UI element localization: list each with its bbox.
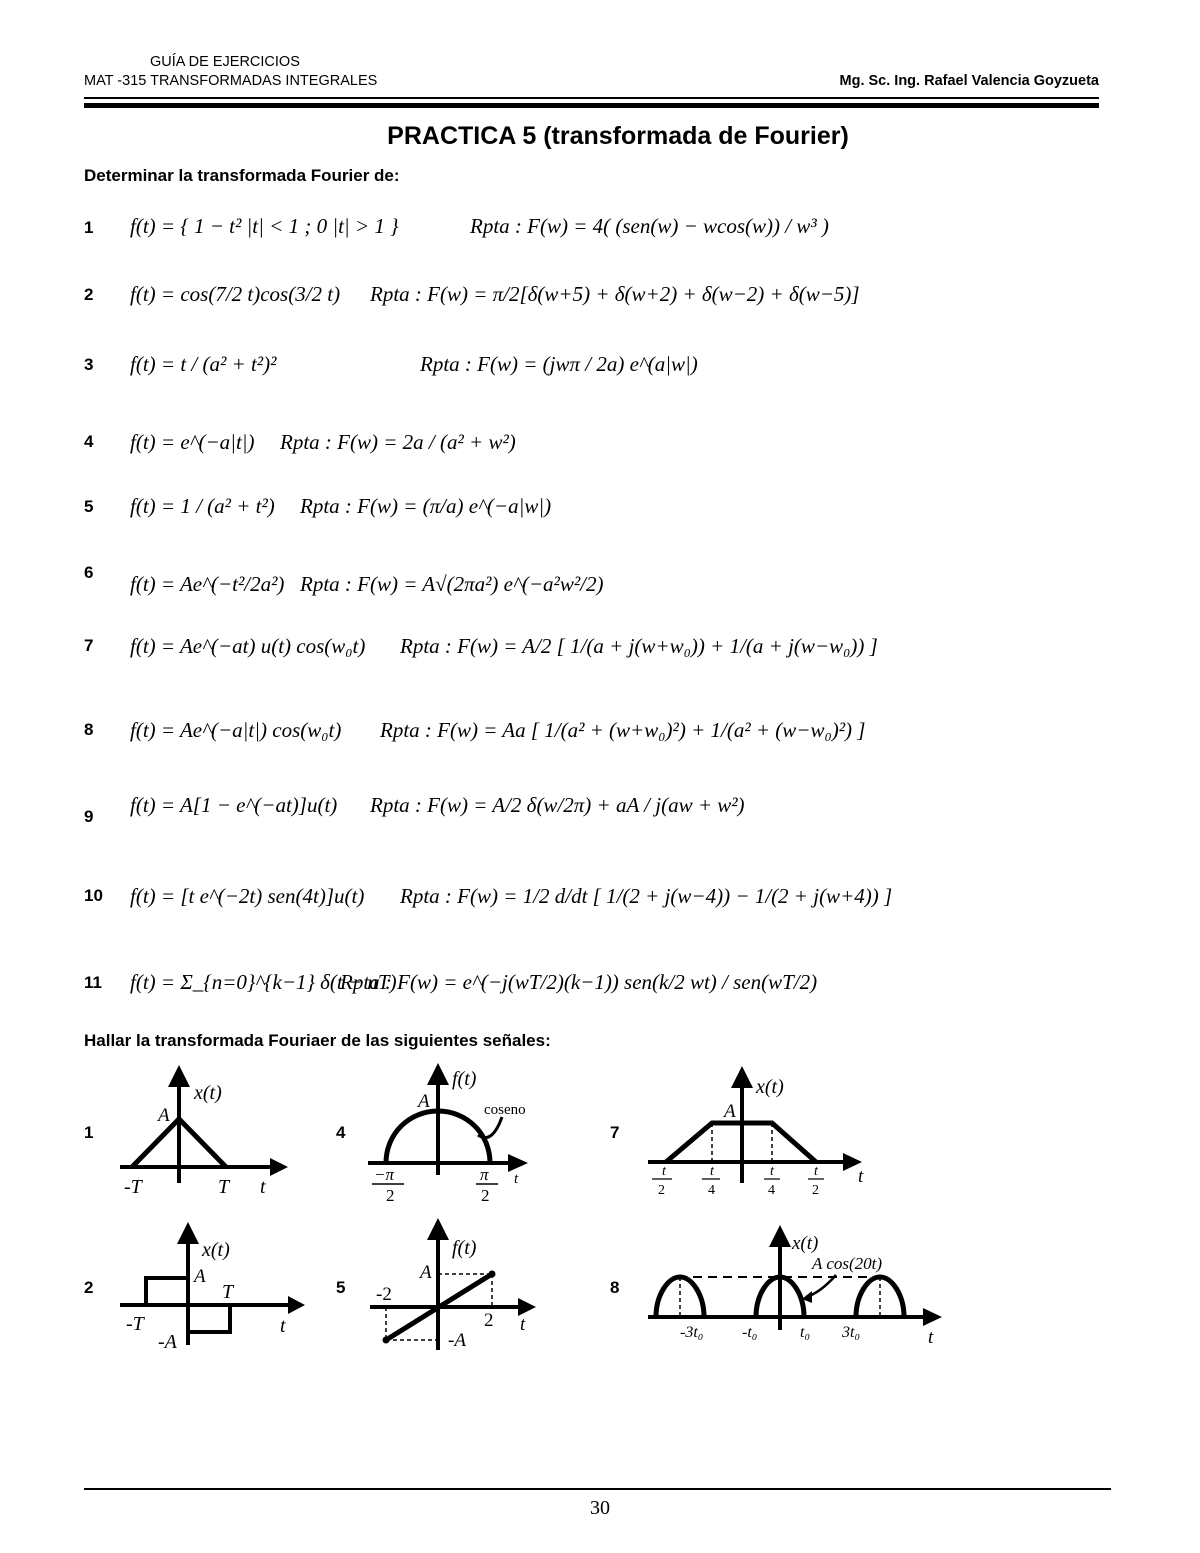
- tick-label: t₀: [800, 1324, 811, 1341]
- axis-label: t: [280, 1315, 286, 1337]
- exercise-function: f(t) = e^(−a|t|): [130, 430, 255, 454]
- exercise-number: 11: [84, 973, 102, 992]
- exercise-function: f(t) = Ae^(−at) u(t) cos(w₀t): [130, 634, 366, 658]
- exercise-number: 1: [84, 218, 94, 237]
- tick-label: T: [218, 1176, 230, 1198]
- header-course: GUÍA DE EJERCICIOS: [150, 54, 300, 70]
- axis-arrow-icon: [923, 1308, 942, 1326]
- exercise-answer: Rpta : F(w) = e^(−j(wT/2)(k−1)) sen(k/2 wt) / sen(wT/2): [340, 970, 818, 994]
- amplitude-label: A: [420, 1262, 432, 1283]
- tick-label: 2: [812, 1183, 819, 1198]
- signal-plot: [640, 1215, 960, 1355]
- exercise-function: f(t) = [t e^(−2t) sen(4t)]u(t): [130, 884, 365, 908]
- axis-arrow-icon: [177, 1222, 199, 1244]
- header-author: Mg. Sc. Ing. Rafael Valencia Goyzueta: [839, 73, 1099, 89]
- exercise-function: f(t) = Ae^(−t²/2a²): [130, 572, 285, 596]
- tick-label: 2: [481, 1186, 490, 1205]
- signal-diagram: [110, 1055, 310, 1205]
- y-axis-label: f(t): [452, 1237, 477, 1259]
- amplitude-label: A: [418, 1091, 430, 1112]
- axis-label: t: [858, 1166, 864, 1187]
- signal-diagram: [360, 1210, 560, 1360]
- tick-label: −π: [374, 1165, 394, 1184]
- curve-label: coseno: [484, 1102, 526, 1118]
- signal-number: 8: [610, 1278, 620, 1297]
- exercise-function: f(t) = Σ_{n=0}^{k−1} δ(t − nT): [130, 970, 397, 994]
- exercise-function: f(t) = cos(7/2 t)cos(3/2 t): [130, 282, 341, 306]
- page-title: PRACTICA 5 (transformada de Fourier): [387, 122, 849, 150]
- exercise-answer: Rpta : F(w) = 2a / (a² + w²): [280, 430, 516, 454]
- page-number: 30: [590, 1497, 610, 1519]
- y-axis-label: f(t): [452, 1068, 477, 1090]
- exercise-number: 6: [84, 563, 94, 582]
- tick-label: -T: [126, 1313, 144, 1335]
- exercise-number: 7: [84, 636, 94, 655]
- exercise-number: 2: [84, 285, 94, 304]
- tick-label: t: [662, 1164, 666, 1179]
- signal-plot: [110, 1210, 310, 1360]
- tick-label: t: [770, 1164, 774, 1179]
- exercise-answer: Rpta : F(w) = A√(2πa²) e^(−a²w²/2): [300, 572, 604, 596]
- y-axis-label: x(t): [792, 1233, 819, 1254]
- amplitude-label: A: [158, 1105, 170, 1126]
- axis-arrow-icon: [270, 1158, 288, 1176]
- footer-rule: [84, 1488, 1111, 1490]
- exercise-function: f(t) = Ae^(−a|t|) cos(w₀t): [130, 718, 342, 742]
- tick-label: -T: [124, 1176, 142, 1198]
- axis-label: t: [260, 1176, 266, 1198]
- axis-arrow-icon: [168, 1065, 190, 1087]
- y-axis-label: x(t): [194, 1082, 222, 1104]
- exercise-answer: Rpta : F(w) = π/2[δ(w+5) + δ(w+2) + δ(w−2) + δ(w−5)]: [370, 282, 860, 306]
- neg-amplitude-label: -A: [158, 1331, 177, 1353]
- tick-label: t: [710, 1164, 714, 1179]
- tick-label: -3t₀: [680, 1324, 704, 1341]
- exercise-number: 10: [84, 886, 103, 905]
- axis-arrow-icon: [508, 1154, 528, 1172]
- header-rule-thick: [84, 103, 1099, 108]
- tick-label: -t₀: [742, 1324, 758, 1341]
- signal-plot: [360, 1055, 550, 1210]
- axis-label: t: [928, 1327, 934, 1348]
- instructions: Determinar la transformada Fourier de:: [84, 166, 400, 185]
- exercise-answer: Rpta : F(w) = A/2 δ(w/2π) + aA / j(aw + w²): [370, 793, 745, 817]
- exercise-number: 4: [84, 432, 94, 451]
- exercise-function: f(t) = 1 / (a² + t²): [130, 494, 275, 518]
- exercise-answer: Rpta : F(w) = Aa [ 1/(a² + (w+w₀)²) + 1/(a² + (w−w₀)²) ]: [380, 718, 866, 742]
- exercise-number: 8: [84, 720, 94, 739]
- exercise-function: f(t) = { 1 − t² |t| < 1 ; 0 |t| > 1 }: [130, 214, 399, 238]
- signal-diagram: [640, 1215, 960, 1355]
- signal-plot: [360, 1210, 560, 1360]
- curve-label: A cos(20t): [812, 1254, 883, 1273]
- signal-number: 1: [84, 1123, 94, 1142]
- exercise-answer: Rpta : F(w) = A/2 [ 1/(a + j(w+w₀)) + 1/(a + j(w−w₀)) ]: [400, 634, 878, 658]
- axis-label: t: [514, 1171, 519, 1187]
- axis-arrow-icon: [427, 1218, 449, 1240]
- y-axis-label: x(t): [202, 1239, 230, 1261]
- signal-number: 7: [610, 1123, 620, 1142]
- cosine-pulse: [856, 1277, 904, 1317]
- header-subject: MAT -315 TRANSFORMADAS INTEGRALES: [84, 73, 378, 89]
- instructions-signals: Hallar la transformada Fouriaer de las siguientes señales:: [84, 1031, 551, 1050]
- tick-label: π: [480, 1165, 489, 1184]
- signal-number: 5: [336, 1278, 346, 1297]
- signal-number: 2: [84, 1278, 94, 1297]
- signal-diagram: [110, 1210, 310, 1360]
- exercise-number: 9: [84, 807, 94, 826]
- tick-label: t: [814, 1164, 818, 1179]
- tick-label: -2: [376, 1284, 392, 1305]
- exercise-number: 3: [84, 355, 94, 374]
- signal-diagram: [640, 1055, 880, 1205]
- neg-amplitude-label: -A: [448, 1330, 466, 1351]
- axis-arrow-icon: [288, 1296, 305, 1314]
- header-rule-thin: [84, 97, 1099, 99]
- signal-diagram: [360, 1055, 550, 1210]
- axis-label: t: [520, 1314, 526, 1335]
- amplitude-label: A: [194, 1266, 206, 1287]
- signal-plot: [110, 1055, 310, 1205]
- tick-label: 4: [768, 1183, 775, 1198]
- exercise-function: f(t) = t / (a² + t²)²: [130, 352, 277, 376]
- tick-label: 2: [658, 1183, 665, 1198]
- amplitude-label: A: [724, 1101, 736, 1122]
- exercise-answer: Rpta : F(w) = (jwπ / 2a) e^(a|w|): [420, 352, 698, 376]
- signal-number: 4: [336, 1123, 346, 1142]
- signal-plot: [640, 1055, 880, 1205]
- exercise-number: 5: [84, 497, 94, 516]
- tick-label: 2: [484, 1310, 494, 1331]
- axis-arrow-icon: [731, 1066, 753, 1088]
- axis-arrow-icon: [427, 1063, 449, 1085]
- exercise-function: f(t) = A[1 − e^(−at)]u(t): [130, 793, 338, 817]
- tick-label: 4: [708, 1183, 715, 1198]
- axis-arrow-icon: [769, 1225, 791, 1247]
- exercise-answer: Rpta : F(w) = (π/a) e^(−a|w|): [300, 494, 552, 518]
- tick-label: 2: [386, 1186, 395, 1205]
- tick-label: T: [222, 1281, 234, 1303]
- tick-label: 3t₀: [842, 1324, 861, 1341]
- exercise-answer: Rpta : F(w) = 4( (sen(w) − wcos(w)) / w³ ): [470, 214, 829, 238]
- y-axis-label: x(t): [756, 1076, 784, 1098]
- cosine-pulse: [656, 1277, 704, 1317]
- exercise-answer: Rpta : F(w) = 1/2 d/dt [ 1/(2 + j(w−4)) − 1/(2 + j(w+4)) ]: [400, 884, 893, 908]
